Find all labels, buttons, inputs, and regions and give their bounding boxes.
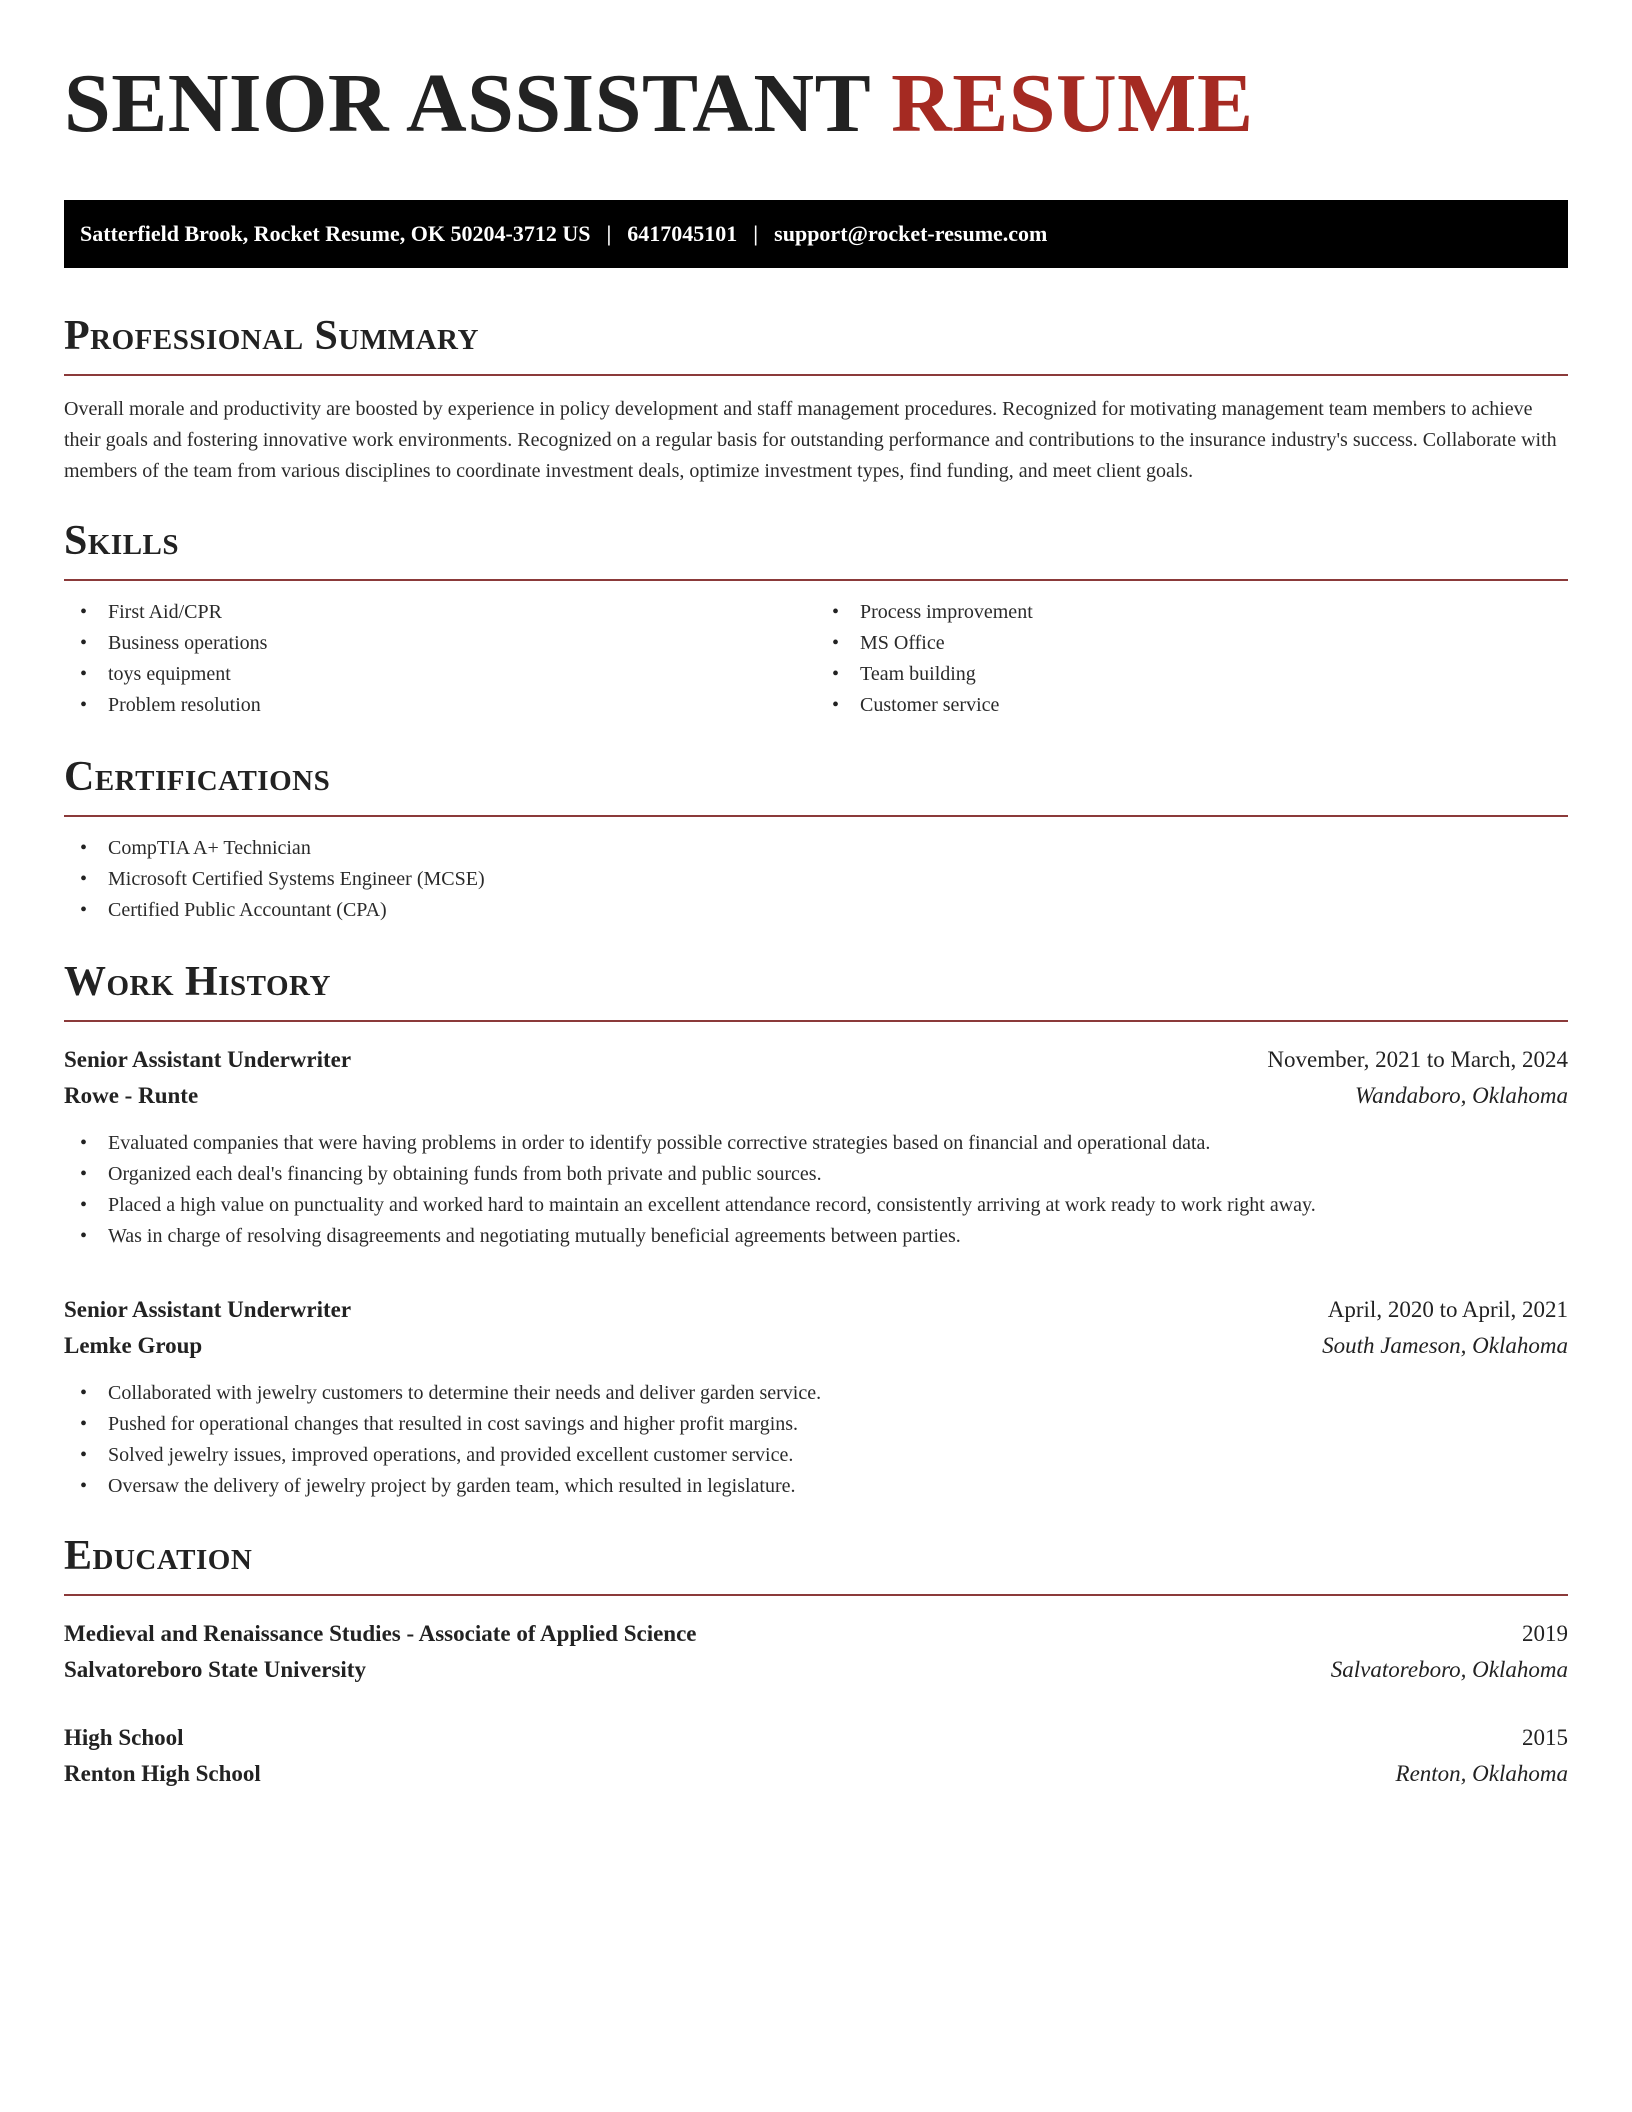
contact-address: Satterfield Brook, Rocket Resume, OK 50204-3712 US (80, 221, 591, 246)
job-duty-item: • Placed a high value on punctuality and worked hard to maintain an excellent attendance record, consistently arriving at work ready to work right away. (64, 1190, 1568, 1221)
skill-item: • MS Office (816, 628, 1568, 659)
job-duty-item: • Was in charge of resolving disagreements and negotiating mutually beneficial agreements between parties. (64, 1221, 1568, 1252)
education-school-row (64, 1756, 1568, 1792)
contact-bar (64, 200, 1568, 268)
contact-separator: | (606, 221, 612, 246)
contact-phone[interactable]: 6417045101 (627, 221, 738, 246)
education-school: Salvatoreboro State University (64, 1657, 366, 1682)
job-company-row (64, 1328, 1568, 1364)
certification-item: • CompTIA A+ Technician (64, 833, 1568, 864)
job-location: South Jameson, Oklahoma (1322, 1333, 1568, 1358)
education-entry (64, 1616, 1568, 1688)
education-heading: Education (64, 1532, 1568, 1596)
job-company: Rowe - Runte (64, 1083, 199, 1108)
job-location: Wandaboro, Oklahoma (1355, 1083, 1568, 1108)
education-year: 2019 (1522, 1621, 1568, 1646)
certifications-list (64, 833, 1568, 926)
certification-item: • Certified Public Accountant (CPA) (64, 895, 1568, 926)
skills-heading: Skills (64, 517, 1568, 581)
job-title: Senior Assistant Underwriter (64, 1297, 352, 1322)
skills-section (64, 517, 1568, 721)
education-year: 2015 (1522, 1725, 1568, 1750)
contact-separator: | (753, 221, 759, 246)
skill-item: • toys equipment (64, 659, 816, 690)
job-duties-list (64, 1128, 1568, 1252)
education-location: Renton, Oklahoma (1395, 1761, 1568, 1786)
job-company: Lemke Group (64, 1333, 203, 1358)
job-entry (64, 1042, 1568, 1252)
job-company-row (64, 1078, 1568, 1114)
skills-grid (64, 581, 1568, 721)
job-entry (64, 1292, 1568, 1502)
job-dates: April, 2020 to April, 2021 (1327, 1297, 1568, 1322)
skill-item: • First Aid/CPR (64, 597, 816, 628)
job-duties-list (64, 1378, 1568, 1502)
certifications-section (64, 753, 1568, 926)
education-school-row (64, 1652, 1568, 1688)
contact-email[interactable]: support@rocket-resume.com (774, 221, 1048, 246)
job-title: Senior Assistant Underwriter (64, 1047, 352, 1072)
education-entry (64, 1720, 1568, 1792)
title-main: SENIOR ASSISTANT (64, 57, 870, 150)
job-dates: November, 2021 to March, 2024 (1267, 1047, 1568, 1072)
skill-item: • Problem resolution (64, 690, 816, 721)
job-duty-item: • Collaborated with jewelry customers to determine their needs and deliver garden service. (64, 1378, 1568, 1409)
skill-item: • Customer service (816, 690, 1568, 721)
summary-text: Overall morale and productivity are boosted by experience in policy development and staff management procedures. Recognized for motivating management team members to achieve their goals and fostering innovative work environments. Recognized on a regular basis for outstanding performance and contributions to the insurance industry's success. Collaborate with members of the team from various disciplines to coordinate investment deals, optimize investment types, find funding, and meet client goals. (64, 398, 1557, 482)
job-duty-item: • Evaluated companies that were having problems in order to identify possible corrective strategies based on financial and operational data. (64, 1128, 1568, 1159)
summary-section (64, 312, 1568, 487)
job-title-row (64, 1042, 1568, 1078)
certifications-heading: Certifications (64, 753, 1568, 817)
job-duty-item: • Organized each deal's financing by obtaining funds from both private and public sources. (64, 1159, 1568, 1190)
work-history-heading: Work History (64, 958, 1568, 1022)
education-degree-row (64, 1616, 1568, 1652)
education-location: Salvatoreboro, Oklahoma (1330, 1657, 1568, 1682)
summary-heading: Professional Summary (64, 312, 1568, 376)
work-history-section (64, 958, 1568, 1502)
education-degree-row (64, 1720, 1568, 1756)
job-duty-item: • Solved jewelry issues, improved operations, and provided excellent customer service. (64, 1440, 1568, 1471)
resume-title (64, 56, 1568, 152)
skill-item: • Business operations (64, 628, 816, 659)
education-section (64, 1532, 1568, 1792)
skill-item: • Team building (816, 659, 1568, 690)
title-accent: RESUME (891, 57, 1254, 150)
skills-list-left (64, 597, 816, 721)
skills-list-right (816, 597, 1568, 721)
education-degree: Medieval and Renaissance Studies - Associate of Applied Science (64, 1621, 697, 1646)
skill-item: • Process improvement (816, 597, 1568, 628)
job-duty-item: • Oversaw the delivery of jewelry project by garden team, which resulted in legislature. (64, 1471, 1568, 1502)
job-title-row (64, 1292, 1568, 1328)
education-degree: High School (64, 1725, 184, 1750)
certification-item: • Microsoft Certified Systems Engineer (MCSE) (64, 864, 1568, 895)
job-duty-item: • Pushed for operational changes that resulted in cost savings and higher profit margins. (64, 1409, 1568, 1440)
education-school: Renton High School (64, 1761, 261, 1786)
